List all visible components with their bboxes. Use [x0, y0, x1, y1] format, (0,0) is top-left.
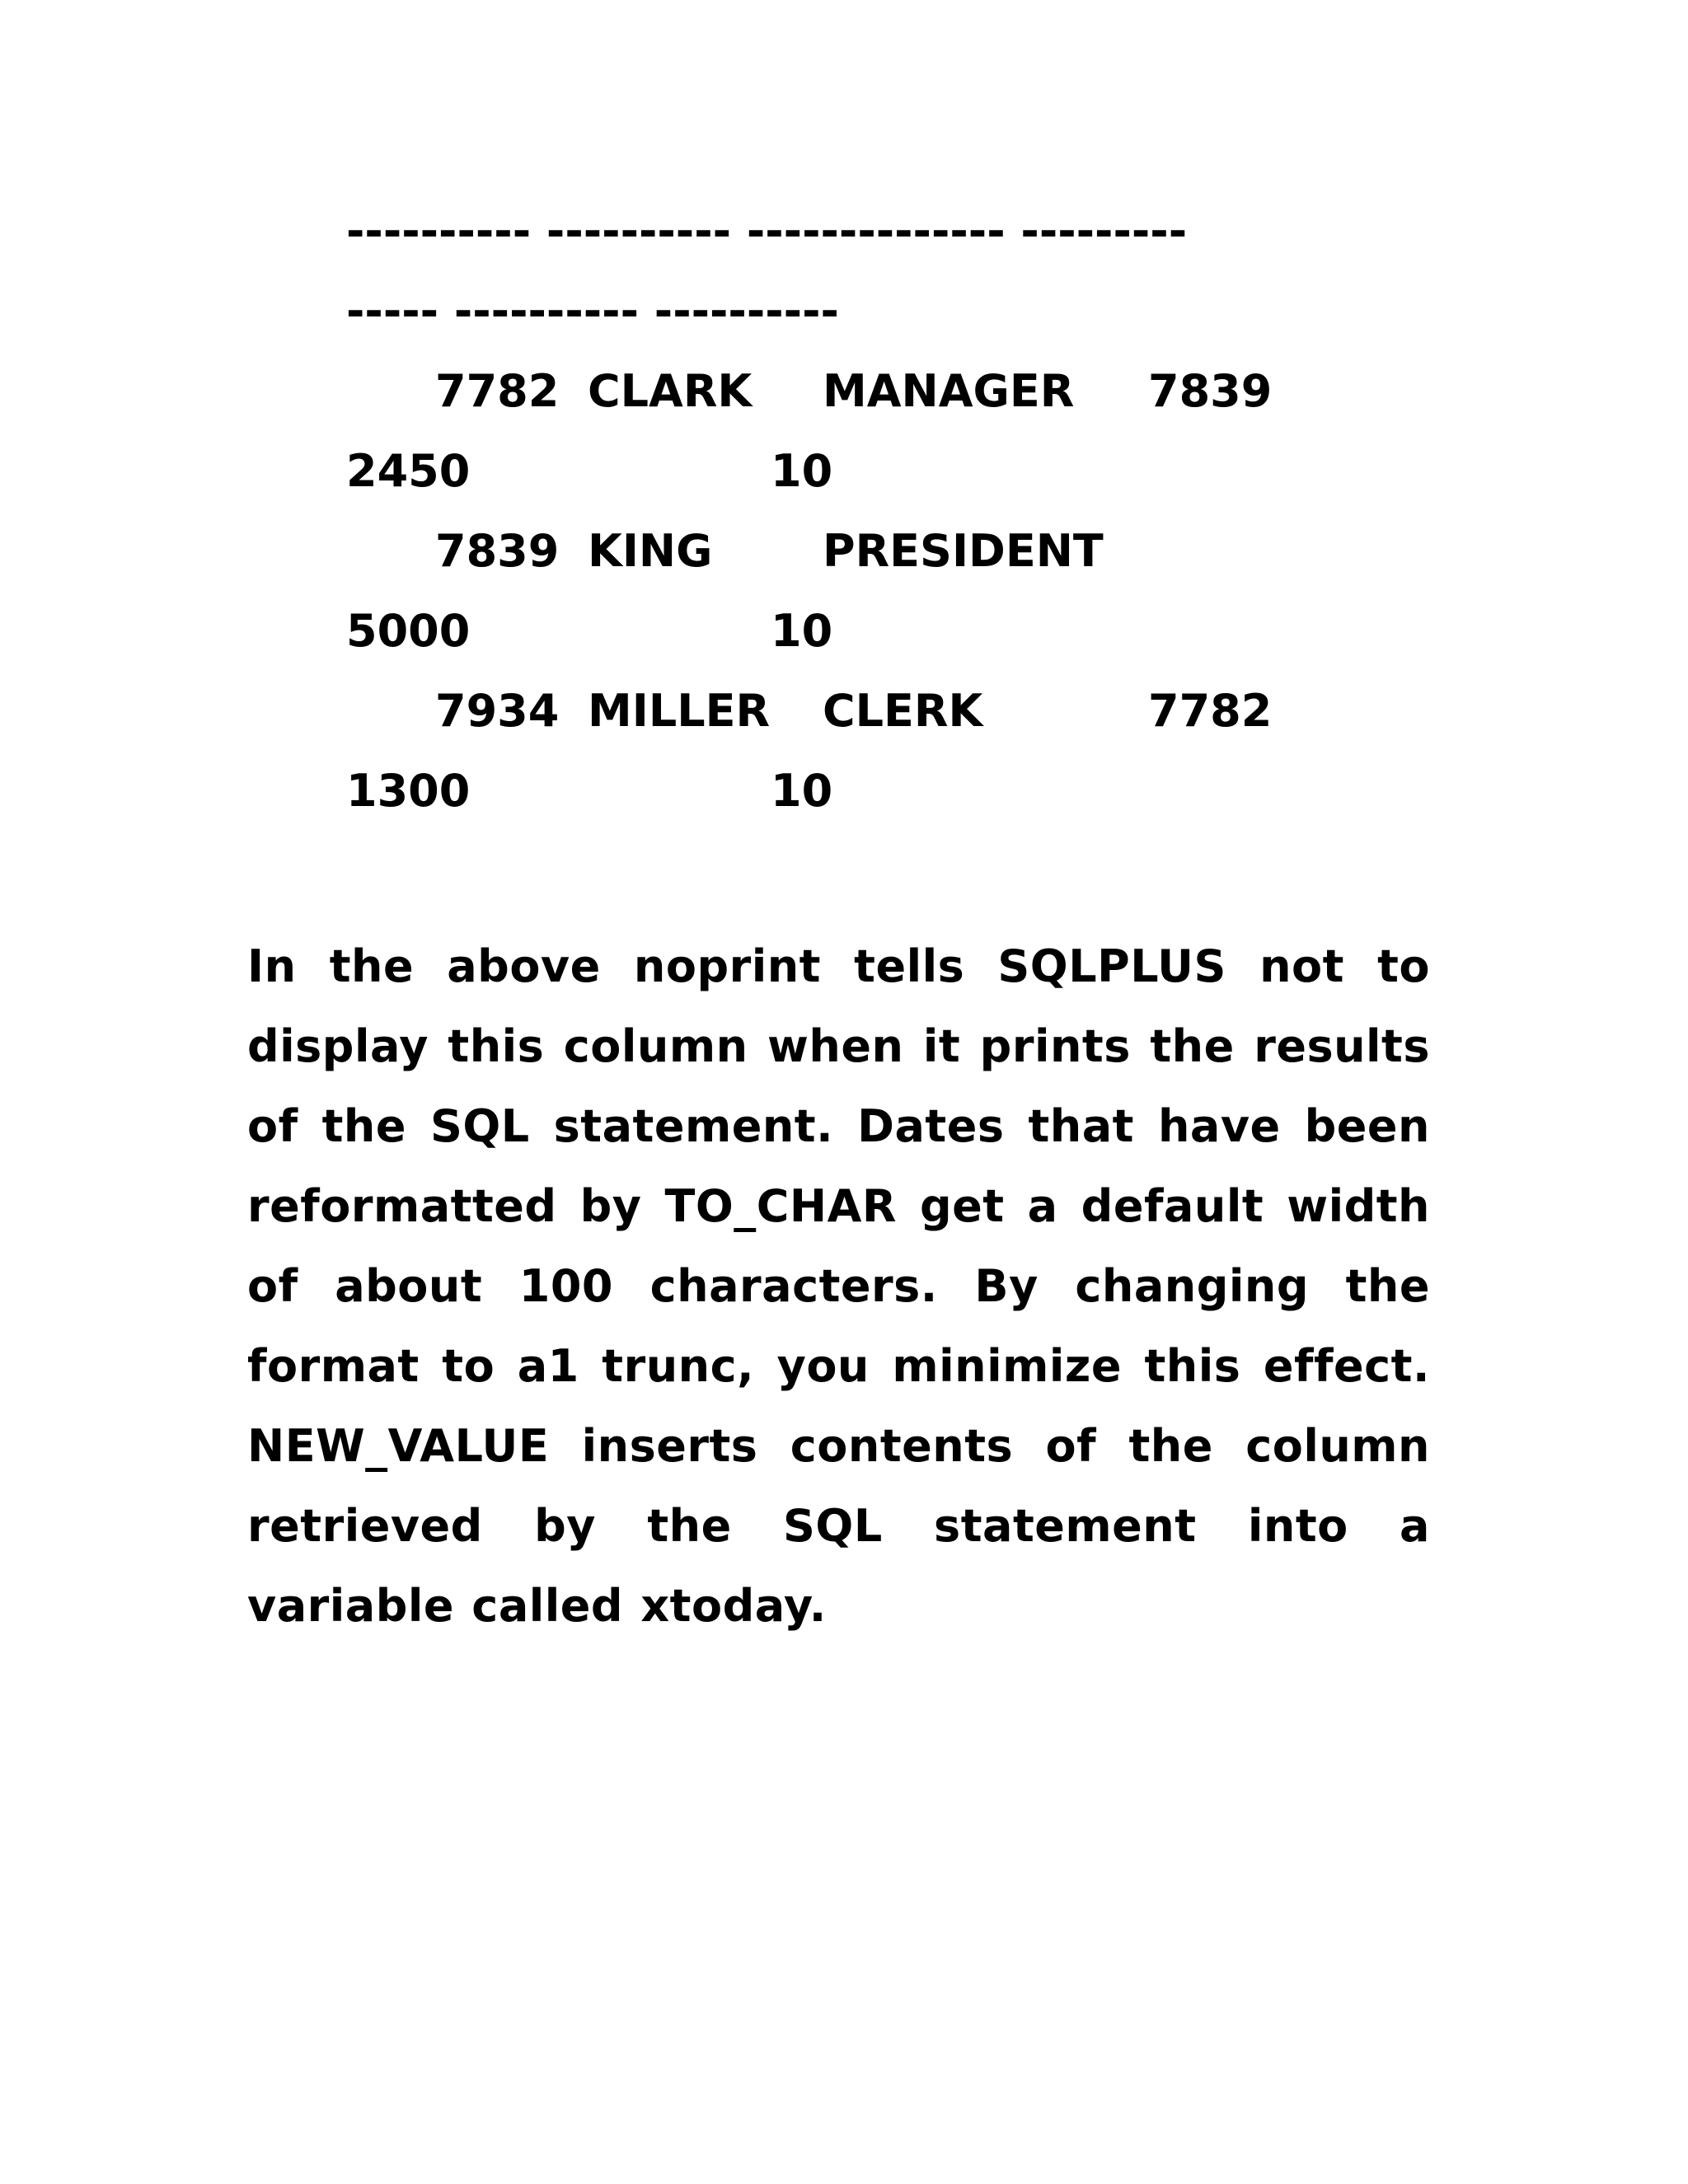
separator-text: ----- ---------- ----------: [346, 285, 839, 337]
job-cell: CLERK: [823, 685, 983, 737]
ename-cell: CLARK: [588, 365, 753, 417]
result-row-wrapped: [346, 591, 1451, 671]
separator-line: [346, 271, 1451, 351]
sal-cell: 5000: [346, 605, 471, 657]
mgr-cell: 7839: [1148, 365, 1273, 417]
ename-cell: MILLER: [588, 685, 771, 737]
empno-cell: 7934: [435, 685, 560, 737]
mgr-cell: 7782: [1148, 685, 1273, 737]
result-row-primary: [346, 671, 1451, 751]
result-row-primary: [346, 511, 1451, 591]
result-row-primary: [346, 351, 1451, 431]
ename-cell: KING: [588, 525, 713, 577]
deptno-cell: 10: [771, 445, 833, 497]
result-row-wrapped: [346, 431, 1451, 511]
empno-cell: 7839: [435, 525, 560, 577]
job-cell: MANAGER: [823, 365, 1075, 417]
separator-text: ---------- ---------- -------------- ---------: [346, 205, 1188, 257]
explanation-paragraph: In the above noprint tells SQLPLUS not to display this column when it prints the results of the SQL statement. Dates that have been reformatted by TO_CHAR get a default width of about 100 characters. By changing the format to a1 trunc, you minimize this effect. NEW_VALUE inserts contents of the column retrieved by the SQL statement into a variable called xtoday.: [247, 940, 1430, 1632]
job-cell: PRESIDENT: [823, 525, 1104, 577]
empno-cell: 7782: [435, 365, 560, 417]
sal-cell: 2450: [346, 445, 471, 497]
sal-cell: 1300: [346, 765, 471, 817]
separator-line: [346, 191, 1451, 271]
deptno-cell: 10: [771, 765, 833, 817]
sql-query-output: [346, 191, 1451, 831]
deptno-cell: 10: [771, 605, 833, 657]
result-row-wrapped: [346, 751, 1451, 831]
